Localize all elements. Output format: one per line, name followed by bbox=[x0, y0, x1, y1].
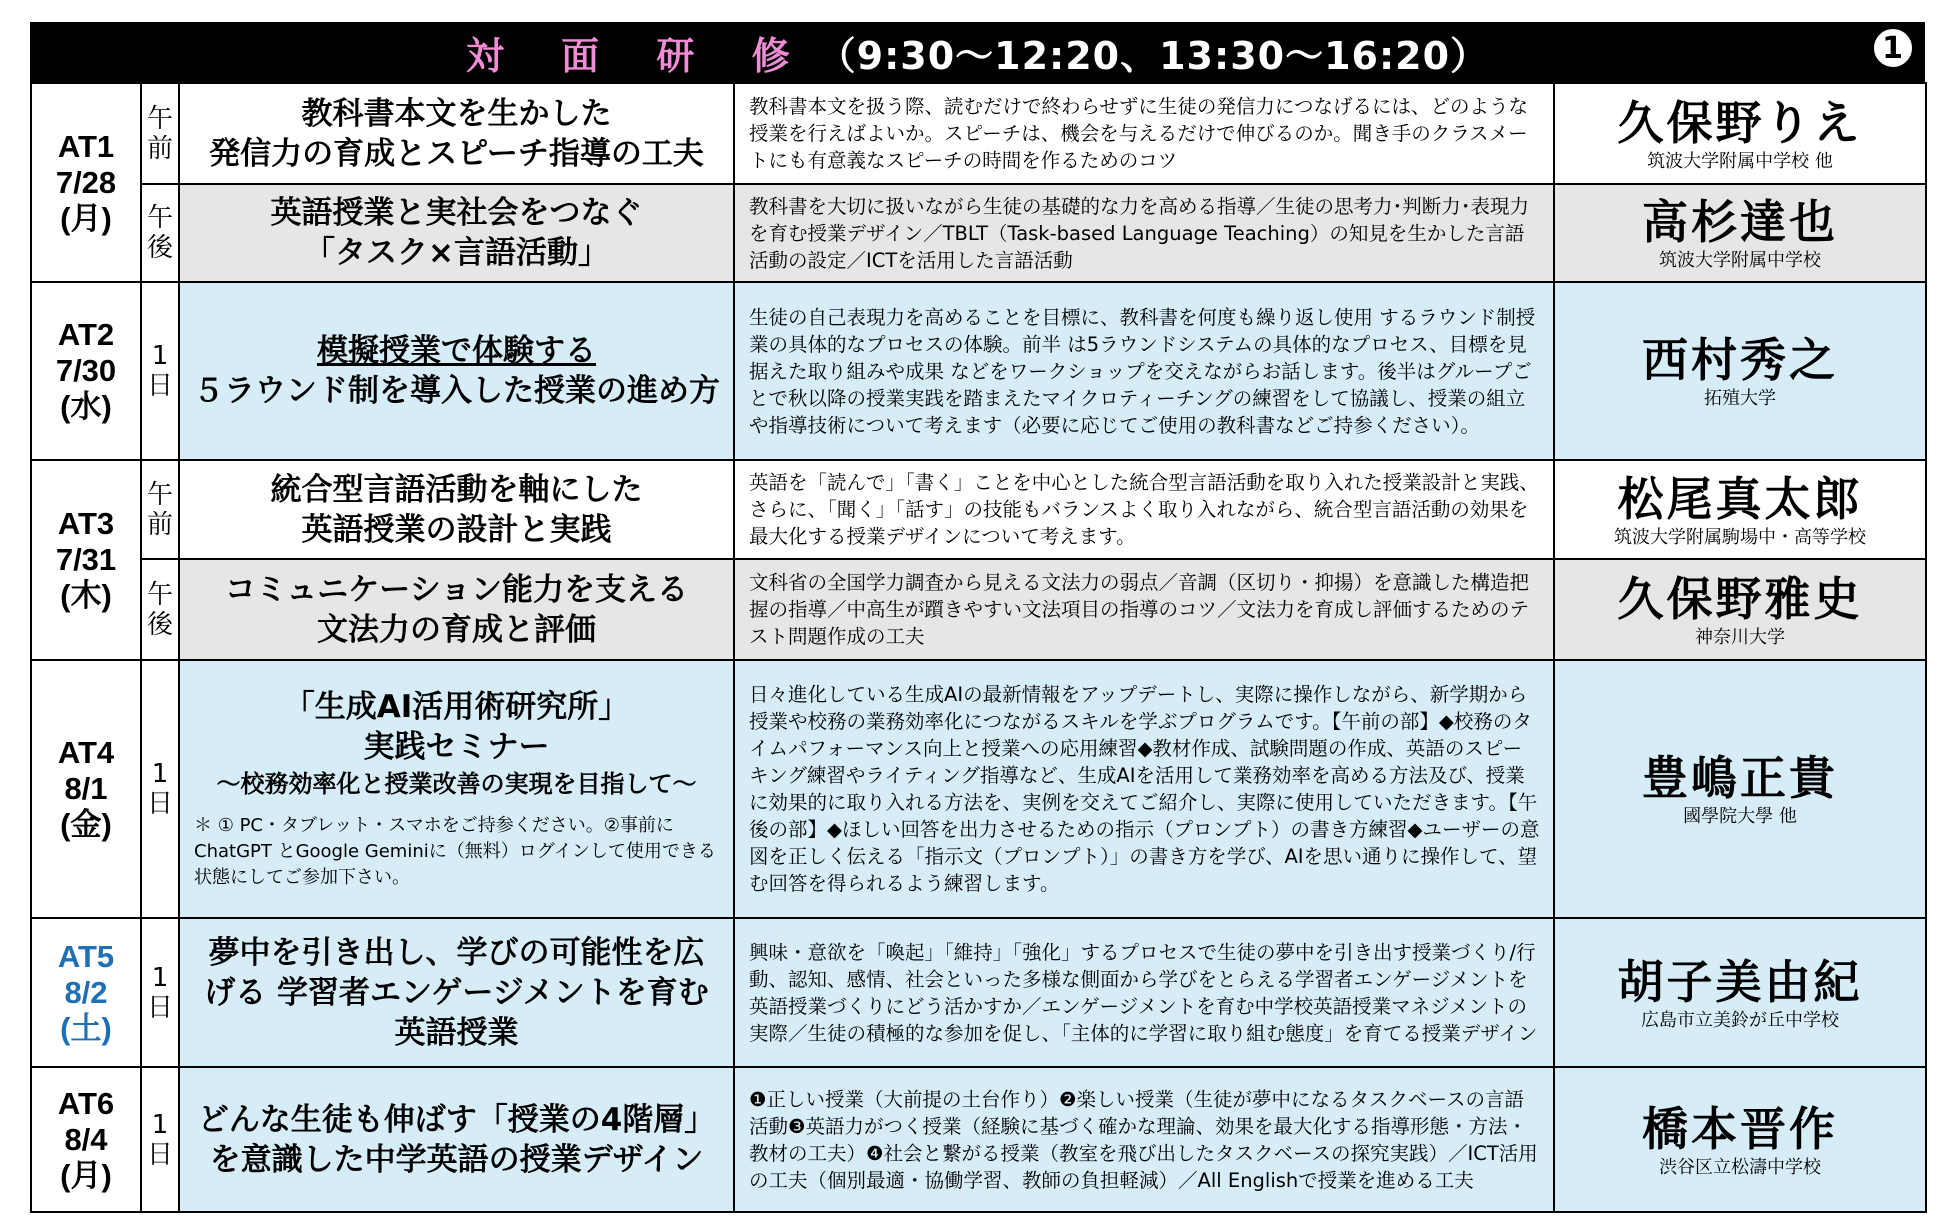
table-row bbox=[31, 918, 1926, 1067]
course-description: 教科書を大切に扱いながら生徒の基礎的な力を高める指導／生徒の思考力･判断力･表現力を育む授業デザイン／TBLT（Task-based Language Teaching）の知見を生かした言語活動の設定／ICTを活用した言語活動 bbox=[734, 184, 1554, 282]
course-description: 教科書本文を扱う際、読むだけで終わらせずに生徒の発信力につなげるには、どのような授業を行えばよいか。スピーチは、機会を与えるだけで伸びるのか。聞き手のクラスメートにも有意義なスピーチの時間を作るためのコツ bbox=[734, 83, 1554, 184]
course-title-line: 英語授業の設計と実践 bbox=[301, 511, 612, 548]
instructor-cell bbox=[1554, 184, 1926, 282]
session-date: 8/4 bbox=[64, 1121, 108, 1157]
session-time-char: 午 bbox=[146, 103, 173, 134]
schedule-sheet bbox=[30, 22, 1925, 1213]
course-title-cell bbox=[179, 184, 734, 282]
table-row bbox=[31, 282, 1926, 460]
header-bar bbox=[30, 22, 1925, 82]
session-time-char: 日 bbox=[146, 1139, 173, 1170]
instructor-affiliation: 筑波大学附属中学校 他 bbox=[1647, 150, 1833, 172]
session-time-char: 午 bbox=[146, 579, 173, 610]
session-date: 7/28 bbox=[55, 164, 117, 200]
course-title-line: 「生成AI活用術研究所」 bbox=[283, 689, 630, 725]
course-title-line: 英語授業 bbox=[394, 1014, 519, 1051]
course-title-cell bbox=[179, 83, 734, 184]
session-id-cell bbox=[31, 918, 141, 1067]
session-time-cell bbox=[141, 559, 179, 660]
course-title-line: 模擬授業で体験する bbox=[317, 333, 596, 369]
session-time-label bbox=[142, 1110, 178, 1170]
course-subtitle: 〜校務効率化と授業改善の実現を目指して〜 bbox=[216, 770, 697, 798]
session-time-char: 1 bbox=[151, 759, 169, 789]
course-title-cell bbox=[179, 918, 734, 1067]
session-time-char: 1 bbox=[151, 1109, 169, 1140]
session-time-cell bbox=[141, 83, 179, 184]
session-id-cell bbox=[31, 282, 141, 460]
instructor-affiliation: 筑波大学附属中学校 bbox=[1659, 250, 1821, 271]
table-row bbox=[31, 1067, 1926, 1212]
course-title-line: 発信力の育成とスピーチ指導の工夫 bbox=[209, 135, 704, 172]
instructor-name: 豊嶋正貴 bbox=[1642, 751, 1838, 805]
session-time-label bbox=[142, 580, 178, 640]
course-title-cell bbox=[179, 1067, 734, 1212]
session-day: (土) bbox=[60, 1010, 112, 1046]
session-time-cell bbox=[141, 184, 179, 282]
header-time: （9:30〜12:20、13:30〜16:20） bbox=[817, 33, 1490, 78]
session-time-char: 1 bbox=[151, 341, 169, 371]
course-title-line: コミュニケーション能力を支える bbox=[224, 571, 689, 608]
course-title-line: どんな生徒も伸ばす「授業の4階層」 bbox=[197, 1101, 716, 1138]
session-id-cell bbox=[31, 1067, 141, 1212]
instructor-affiliation: 拓殖大学 bbox=[1704, 388, 1776, 409]
session-code: AT6 bbox=[57, 1085, 115, 1121]
session-time-char: 日 bbox=[146, 992, 173, 1023]
instructor-name: 久保野雅史 bbox=[1617, 571, 1863, 626]
table-row bbox=[31, 460, 1926, 559]
course-title-line: 教科書本文を生かした bbox=[301, 95, 612, 132]
session-time-char: 後 bbox=[146, 609, 173, 640]
session-code: AT4 bbox=[57, 735, 115, 770]
session-time-cell bbox=[141, 918, 179, 1067]
instructor-cell bbox=[1554, 460, 1926, 559]
table-row bbox=[31, 184, 1926, 282]
session-time-cell bbox=[141, 282, 179, 460]
session-time-cell bbox=[141, 1067, 179, 1212]
session-code: AT2 bbox=[57, 317, 115, 352]
course-title-line: 英語授業と実社会をつなぐ bbox=[270, 195, 643, 231]
course-note: ＊ ① PC・タブレット・スマホをご持参ください。②事前にChatGPT とGoogle Geminiに（無料）ログインして使用できる状態にしてご参加下さい。 bbox=[194, 815, 716, 888]
table-row bbox=[31, 559, 1926, 660]
course-title-cell bbox=[179, 559, 734, 660]
page-number-badge: 1 bbox=[1871, 26, 1915, 70]
session-time-label bbox=[142, 963, 178, 1023]
course-title-line: 夢中を引き出し、学びの可能性を広 bbox=[208, 934, 705, 971]
session-code: AT5 bbox=[57, 938, 115, 974]
instructor-cell bbox=[1554, 918, 1926, 1067]
instructor-name: 橋本晋作 bbox=[1642, 1101, 1838, 1156]
session-time-char: 日 bbox=[146, 789, 173, 819]
session-day: (月) bbox=[60, 1157, 112, 1193]
session-time-label bbox=[142, 341, 178, 401]
session-time-char: 午 bbox=[146, 479, 173, 510]
session-time-char: 1 bbox=[151, 962, 169, 993]
course-title-line: 「タスク×言語活動」 bbox=[304, 235, 609, 271]
instructor-affiliation: 渋谷区立松濤中学校 bbox=[1659, 1156, 1821, 1178]
session-code: AT3 bbox=[57, 506, 115, 541]
course-description: 興味・意欲を「喚起」「維持」「強化」するプロセスで生徒の夢中を引き出す授業づくり/行動、認知、感情、社会といった多様な側面から学びをとらえる学習者エンゲージメントを英語授業づくりにどう活かすか／エンゲージメントを育む中学校英語授業マネジメントの実際／生徒の積極的な参加を促し、「主体的に学習に取り組む態度」を育てる授業デザイン bbox=[734, 918, 1554, 1067]
session-time-label bbox=[142, 104, 178, 164]
instructor-cell bbox=[1554, 282, 1926, 460]
course-title-line: 文法力の育成と評価 bbox=[317, 611, 596, 648]
session-id-cell bbox=[31, 460, 141, 660]
session-time-cell bbox=[141, 460, 179, 559]
session-day: (木) bbox=[60, 578, 112, 613]
header-title: 対 面 研 修 bbox=[465, 33, 812, 78]
session-time-char: 前 bbox=[146, 133, 173, 164]
course-title-line: 統合型言語活動を軸にした bbox=[270, 471, 643, 508]
course-title-line: げる 学習者エンゲージメントを育む bbox=[204, 974, 709, 1011]
course-description: 英語を「読んで」「書く」ことを中心とした統合型言語活動を取り入れた授業設計と実践、さらに、「聞く」「話す」の技能もバランスよく取り入れながら、統合型言語活動の効果を最大化する授業デザインについて考えます。 bbox=[734, 460, 1554, 559]
session-code: AT1 bbox=[57, 128, 115, 164]
table-row bbox=[31, 660, 1926, 918]
instructor-name: 久保野りえ bbox=[1617, 95, 1863, 150]
instructor-cell bbox=[1554, 660, 1926, 918]
course-title-cell bbox=[179, 660, 734, 918]
session-day: (金) bbox=[60, 807, 112, 842]
session-day: (水) bbox=[60, 389, 112, 424]
table-row bbox=[31, 83, 1926, 184]
session-date: 7/31 bbox=[55, 542, 117, 577]
instructor-name: 高杉達也 bbox=[1642, 195, 1838, 249]
course-title-line: ５ラウンド制を導入した授業の進め方 bbox=[193, 373, 720, 409]
seminar-table bbox=[30, 82, 1927, 1213]
session-time-cell bbox=[141, 660, 179, 918]
instructor-name: 松尾真太郎 bbox=[1617, 471, 1863, 526]
course-description: 生徒の自己表現力を高めることを目標に、教科書を何度も繰り返し使用 するラウンド制授業の具体的なプロセスの体験。前半 は5ラウンドシステムの具体的なプロセス、目標を見据えた取り組みや成果 などをワークショップを交えながらお話します。後半はグループごとで秋以降の授業実践を踏まえたマイクロティーチングの練習をして協議し、授業の組立や指導技術について考えます（必要に応じてご使用の教科書などご持参ください）。 bbox=[734, 282, 1554, 460]
instructor-cell bbox=[1554, 559, 1926, 660]
instructor-cell bbox=[1554, 1067, 1926, 1212]
course-title-cell bbox=[179, 460, 734, 559]
course-title-line: 実践セミナー bbox=[363, 729, 550, 765]
instructor-affiliation: 広島市立美鈴が丘中学校 bbox=[1641, 1009, 1839, 1031]
session-date: 8/2 bbox=[64, 974, 108, 1010]
instructor-name: 胡子美由紀 bbox=[1617, 954, 1863, 1009]
course-description: 日々進化している生成AIの最新情報をアップデートし、実際に操作しながら、新学期から授業や校務の業務効率化につながるスキルを学ぶプログラムです。【午前の部】◆校務のタイムパフォーマンス向上と授業への応用練習◆教材作成、試験問題の作成、英語のスピーキング練習やライティング指導など、生成AIを活用して業務効率を高める方法及び、授業に効果的に取り入れる方法を、実例を交えてご紹介し、実際に使用していただきます。【午後の部】◆ほしい回答を出力させるための指示（プロンプト）の書き方練習◆ユーザーの意図を正しく伝える「指示文（プロンプト）」の書き方を学び、AIを思い通りに操作して、望む回答を得られるよう練習します。 bbox=[734, 660, 1554, 918]
session-time-char: 後 bbox=[146, 233, 173, 263]
session-date: 7/30 bbox=[55, 353, 117, 388]
session-time-label bbox=[142, 480, 178, 540]
course-description: 文科省の全国学力調査から見える文法力の弱点／音調（区切り・抑揚）を意識した構造把握の指導／中高生が躓きやすい文法項目の指導のコツ／文法力を育成し評価するためのテスト問題作成の工夫 bbox=[734, 559, 1554, 660]
instructor-cell bbox=[1554, 83, 1926, 184]
session-time-char: 前 bbox=[146, 509, 173, 540]
session-date: 8/1 bbox=[64, 771, 108, 806]
session-time-label bbox=[142, 759, 178, 819]
course-description: ❶正しい授業（大前提の土台作り）❷楽しい授業（生徒が夢中になるタスクベースの言語活動❸英語力がつく授業（経験に基づく確かな理論、効果を最大化する指導形態・方法・教材の工夫）❹社会と繋がる授業（教室を飛び出したタスクベースの探究実践）／ICT活用の工夫（個別最適・協働学習、教師の負担軽減）／All Englishで授業を進める工夫 bbox=[734, 1067, 1554, 1212]
session-time-char: 午 bbox=[146, 203, 173, 233]
session-id-cell bbox=[31, 83, 141, 282]
session-time-label bbox=[142, 203, 178, 263]
session-day: (月) bbox=[60, 200, 112, 236]
instructor-name: 西村秀之 bbox=[1642, 333, 1838, 387]
session-time-char: 日 bbox=[146, 371, 173, 401]
course-title-line: を意識した中学英語の授業デザイン bbox=[209, 1141, 704, 1178]
session-id-cell bbox=[31, 660, 141, 918]
instructor-affiliation: 神奈川大学 bbox=[1695, 626, 1785, 648]
course-title-cell bbox=[179, 282, 734, 460]
instructor-affiliation: 筑波大学附属駒場中・高等学校 bbox=[1614, 526, 1866, 548]
instructor-affiliation: 國學院大學 他 bbox=[1683, 806, 1797, 827]
